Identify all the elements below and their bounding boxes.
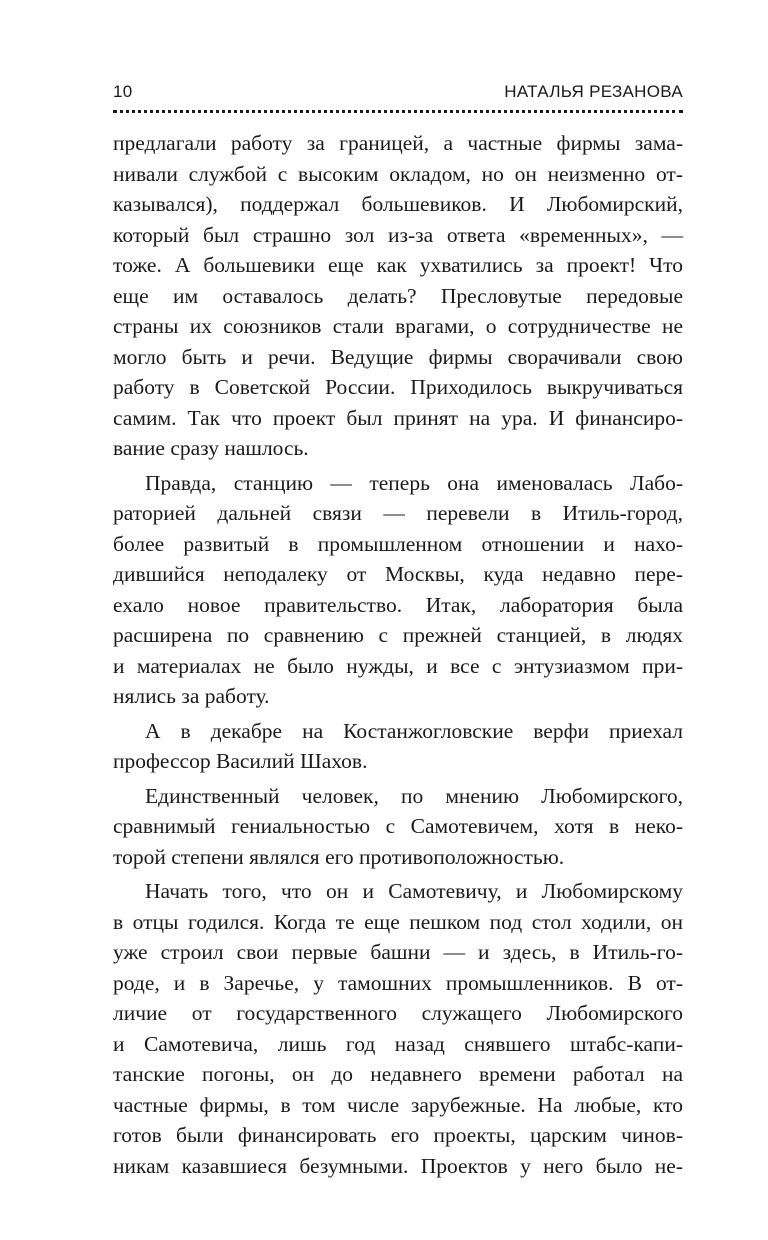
text-line: дившийся неподалеку от Москвы, куда недавно пере-: [113, 562, 683, 586]
text-line: тоже. А большевики еще как ухватились за проект! Что: [113, 253, 683, 277]
paragraph: [113, 468, 683, 712]
paragraph: [113, 781, 683, 873]
text-line: работу в Советской России. Приходилось выкручиваться: [113, 375, 683, 399]
text-line: предлагали работу за границей, а частные фирмы зама-: [113, 131, 683, 155]
text-line: более развитый в промышленном отношении и нахо-: [113, 531, 683, 556]
text-line: самим. Так что проект был принят на ура. И финансиро-: [113, 405, 683, 430]
text-line: торой степени являлся его противоположностью.: [113, 844, 565, 869]
text-line: еще им оставалось делать? Пресловутые передовые: [113, 283, 683, 308]
text-line: и Самотевича, лишь год назад снявшего штабс-капи-: [113, 1031, 683, 1056]
text-line: казывался), поддержал большевиков. И Любомирский,: [113, 192, 683, 216]
text-line: в отцы годился. Когда те еще пешком под стол ходили, он: [113, 909, 683, 934]
text-line: ехало новое правительство. Итак, лаборатория была: [113, 592, 683, 617]
paragraph: [113, 876, 683, 1181]
text-line: и материалах не было нужды, и все с энтузиазмом при-: [113, 653, 683, 678]
text-line: вание сразу нашлось.: [113, 436, 309, 460]
text-line: раторией дальней связи — перевели в Итиль-город,: [113, 501, 683, 525]
text-line: готов были финансировать его проекты, царским чинов-: [113, 1123, 683, 1147]
body-text: [113, 128, 683, 1185]
running-header-author: НАТАЛЬЯ РЕЗАНОВА: [504, 82, 683, 101]
text-line: частные фирмы, в том числе зарубежные. На любые, кто: [113, 1092, 683, 1117]
paragraph: [113, 716, 683, 777]
text-line: личие от государственного служащего Любомирского: [113, 1001, 683, 1025]
text-line: профессор Василий Шахов.: [113, 749, 368, 773]
text-line: роде, и в Заречье, у тамошних промышленников. В от-: [113, 970, 683, 995]
text-line: который был страшно зол из-за ответа «временных», —: [113, 222, 683, 247]
header-dotted-rule: [113, 110, 683, 113]
running-header: [113, 82, 683, 104]
text-line: Единственный человек, по мнению Любомирского,: [145, 783, 683, 808]
text-line: уже строил свои первые башни — и здесь, в Итиль-го-: [113, 940, 683, 964]
text-line: сравнимый гениальностью с Самотевичем, хотя в неко-: [113, 814, 683, 838]
paragraph: [113, 128, 683, 464]
text-line: могло быть и речи. Ведущие фирмы сворачивали свою: [113, 344, 683, 369]
text-line: А в декабре на Костанжогловские верфи приехал: [145, 718, 683, 743]
text-line: Правда, станцию — теперь она именовалась Лабо-: [145, 470, 683, 495]
text-line: расширена по сравнению с прежней станцией, в людях: [113, 623, 683, 647]
text-line: Начать того, что он и Самотевичу, и Любомирскому: [145, 879, 683, 903]
text-line: никам казавшиеся безумными. Проектов у него было не-: [113, 1153, 683, 1178]
text-line: нялись за работу.: [113, 684, 270, 708]
text-line: танские погоны, он до недавнего времени работал на: [113, 1062, 683, 1086]
page-number: 10: [113, 82, 133, 101]
text-line: нивали службой с высоким окладом, но он неизменно от-: [113, 161, 683, 186]
text-line: страны их союзников стали врагами, о сотрудничестве не: [113, 314, 683, 338]
